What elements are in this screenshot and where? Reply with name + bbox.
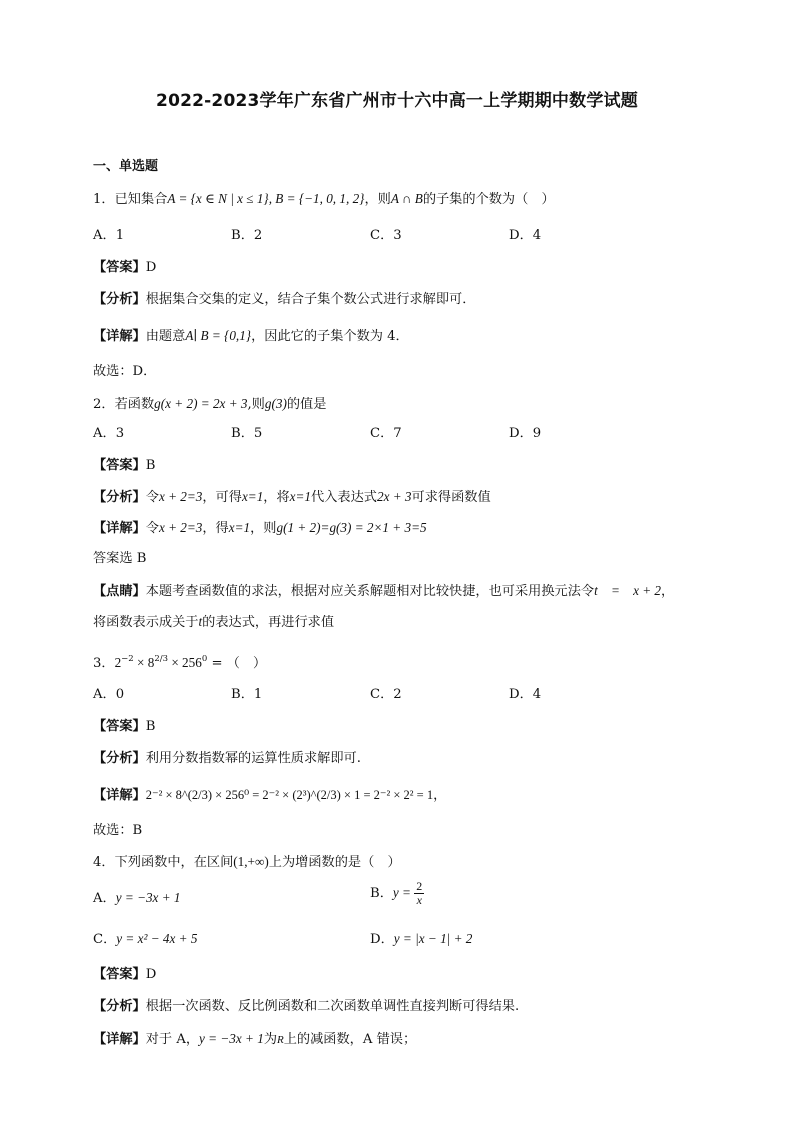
- q2-analysis-t4: 代入表达式: [311, 490, 377, 505]
- q1-stem: [93, 190, 555, 209]
- q4-analysis: [93, 998, 519, 1016]
- q3-number: 3．: [93, 656, 115, 671]
- q1-detail-expr: A∣ B = {0,1}: [185, 328, 252, 343]
- q2-detail-e1: x + 2=3: [158, 520, 203, 535]
- q4-answer-value: D: [145, 967, 157, 982]
- q4-option-b-numerator: 2: [416, 879, 423, 893]
- q1-answer-value: D: [145, 260, 157, 275]
- q1-conclusion: 故选：D．: [93, 364, 157, 379]
- q2-analysis: [93, 488, 491, 507]
- q4-option-a: [93, 889, 181, 908]
- q2-comment-t1: 本题考查函数值的求法，根据对应关系解题相对比较快捷，也可采用换元法令: [145, 584, 595, 599]
- q3-expr-a: 2: [114, 655, 122, 670]
- q3-option-c: C．2: [370, 687, 402, 702]
- q3-detail-expr: 2⁻² × 8^(2/3) × 256⁰ = 2⁻² × (2³)^(2/3) × 1 = 2⁻² × 2² = 1: [145, 788, 434, 802]
- q1-option-d: D．4: [509, 228, 542, 243]
- q2-stem: [93, 395, 326, 414]
- q2-comment: [93, 582, 674, 601]
- q2-detail-t2: ，得: [202, 521, 229, 536]
- q1-set-a: A = {x ∈ N | x ≤ 1}: [167, 191, 269, 206]
- detail-label: 【详解】: [93, 521, 146, 536]
- q2-comment-t2: ，: [661, 584, 675, 599]
- q4-answer: [93, 966, 156, 984]
- q3-analysis: [93, 750, 361, 768]
- q3-expr-end: = （ ）: [207, 656, 267, 671]
- q2-detail-e2: x=1: [228, 520, 251, 535]
- q4-option-b-fraction: [414, 880, 424, 907]
- q1-option-c: C．3: [370, 228, 402, 243]
- q3-stem: [93, 650, 266, 673]
- detail-label: 【详解】: [93, 788, 146, 803]
- q2-conclusion: 答案选 B: [93, 551, 147, 566]
- q2-option-d: D．9: [509, 426, 542, 441]
- q4-detail-t2: 为: [263, 1032, 277, 1047]
- q1-stem-post: 的子集的个数为（ ）: [422, 192, 555, 207]
- q1-expr: A ∩ B: [390, 191, 423, 206]
- q1-detail-pre: 由题意: [145, 329, 186, 344]
- answer-label: 【答案】: [93, 260, 146, 275]
- q1-option-a: A．1: [93, 228, 125, 243]
- q4-option-a-label: A．: [93, 891, 116, 906]
- q2-detail-e3: g(1 + 2)=g(3) = 2×1 + 3=5: [276, 520, 427, 535]
- analysis-label: 【分析】: [93, 751, 146, 766]
- q4-option-b: [370, 880, 424, 907]
- q4-option-d: [370, 930, 472, 949]
- q4-option-d-expr: y = |x − 1| + 2: [393, 931, 473, 946]
- q4-stem-post: 上为增函数的是（ ）: [268, 855, 401, 870]
- q4-option-c: [93, 930, 197, 949]
- q2-analysis-e4: 2x + 3: [376, 489, 412, 504]
- q3-expr-c-sup: 0: [201, 654, 208, 664]
- q2-analysis-t5: 可求得函数值: [411, 490, 491, 505]
- q4-option-c-label: C．: [93, 932, 117, 947]
- q4-detail-e1: y = −3x + 1: [199, 1031, 264, 1046]
- q1-detail-post: ，因此它的子集个数为 4．: [251, 329, 409, 344]
- q3-conclusion: 故选：B: [93, 823, 143, 838]
- q4-option-b-denominator: x: [416, 893, 422, 907]
- q3-expr-b-sup: 2/3: [154, 654, 169, 664]
- q1-stem-pre: 1．已知集合: [93, 192, 168, 207]
- q2-stem-end: 的值是: [286, 397, 327, 412]
- section-heading: 一、单选题: [93, 159, 159, 174]
- q4-stem: [93, 853, 401, 872]
- q4-option-d-label: D．: [370, 932, 394, 947]
- q2-comment-t3: 将函数表示成关于: [93, 615, 199, 630]
- q2-option-c: C．7: [370, 426, 402, 441]
- q1-analysis-text: 根据集合交集的定义，结合子集个数公式进行求解即可．: [145, 292, 476, 307]
- q1-answer: [93, 259, 156, 277]
- q1-option-b: B．2: [231, 228, 263, 243]
- q3-option-b: B．1: [231, 687, 263, 702]
- answer-label: 【答案】: [93, 458, 146, 473]
- q2-detail: [93, 519, 427, 538]
- detail-label: 【详解】: [93, 1032, 146, 1047]
- q4-detail-e2: R: [277, 1034, 284, 1046]
- q4-detail-t3: 上的减函数，A 错误；: [283, 1032, 417, 1047]
- q2-detail-t3: ，则: [250, 521, 277, 536]
- q2-analysis-t3: ，将: [263, 490, 290, 505]
- q4-detail-t1: 对于 A，: [145, 1032, 200, 1047]
- q2-stem-expr: g(x + 2) = 2x + 3: [154, 396, 248, 411]
- q2-detail-t1: 令: [145, 521, 159, 536]
- q1-stem-mid: ，则: [364, 192, 391, 207]
- analysis-label: 【分析】: [93, 490, 146, 505]
- q4-analysis-text: 根据一次函数、反比例函数和二次函数单调性直接判断可得结果.: [145, 999, 520, 1014]
- q3-answer: [93, 718, 155, 736]
- q2-comment-e2: t: [198, 614, 203, 629]
- q3-answer-value: B: [145, 719, 156, 734]
- q2-analysis-t1: 令: [145, 490, 159, 505]
- analysis-label: 【分析】: [93, 292, 146, 307]
- q2-answer-value: B: [145, 458, 156, 473]
- q4-detail: [93, 1030, 416, 1049]
- q3-detail: [93, 786, 446, 805]
- q3-option-d: D．4: [509, 687, 542, 702]
- q2-comment-cont: [93, 613, 334, 632]
- page-title: 2022-2023学年广东省广州市十六中高一上学期期中数学试题: [156, 91, 638, 111]
- q2-comment-t4: 的表达式，再进行求值: [202, 615, 335, 630]
- q2-option-b: B．5: [231, 426, 263, 441]
- q3-expr-a-sup: −2: [121, 654, 134, 664]
- q2-analysis-e1: x + 2=3: [158, 489, 203, 504]
- q3-expr-b: × 8: [133, 655, 155, 670]
- q4-option-b-label: B．: [370, 886, 393, 901]
- answer-label: 【答案】: [93, 719, 146, 734]
- comment-label: 【点睛】: [93, 584, 146, 599]
- answer-label: 【答案】: [93, 967, 146, 982]
- q4-option-a-expr: y = −3x + 1: [115, 890, 181, 905]
- q2-analysis-e3: x=1: [289, 489, 312, 504]
- q2-analysis-t2: ，可得: [202, 490, 242, 505]
- q2-option-a: A．3: [93, 426, 125, 441]
- q4-stem-pre: 4．下列函数中，在区间: [93, 855, 234, 870]
- q2-answer: [93, 457, 155, 475]
- q4-interval: (1,+∞): [233, 854, 269, 869]
- q2-comment-e1: t = x + 2: [594, 583, 662, 598]
- q3-analysis-text: 利用分数指数幂的运算性质求解即可.: [145, 751, 361, 766]
- q1-analysis: [93, 291, 475, 309]
- q2-stem-pre: 2．若函数: [93, 397, 155, 412]
- q1-set-b: , B = {−1, 0, 1, 2}: [268, 191, 365, 206]
- q2-stem-expr2: g(3): [264, 396, 287, 411]
- q4-option-b-lhs: y =: [392, 885, 415, 900]
- q3-option-a: A．0: [93, 687, 125, 702]
- detail-label: 【详解】: [93, 329, 146, 344]
- q2-analysis-e2: x=1: [241, 489, 264, 504]
- q1-detail: [93, 327, 409, 346]
- analysis-label: 【分析】: [93, 999, 146, 1014]
- q3-expr-c: × 256: [168, 655, 202, 670]
- q3-detail-end: ，: [433, 788, 447, 803]
- q4-option-c-expr: y = x² − 4x + 5: [116, 931, 198, 946]
- q2-stem-post: ,则: [247, 397, 265, 412]
